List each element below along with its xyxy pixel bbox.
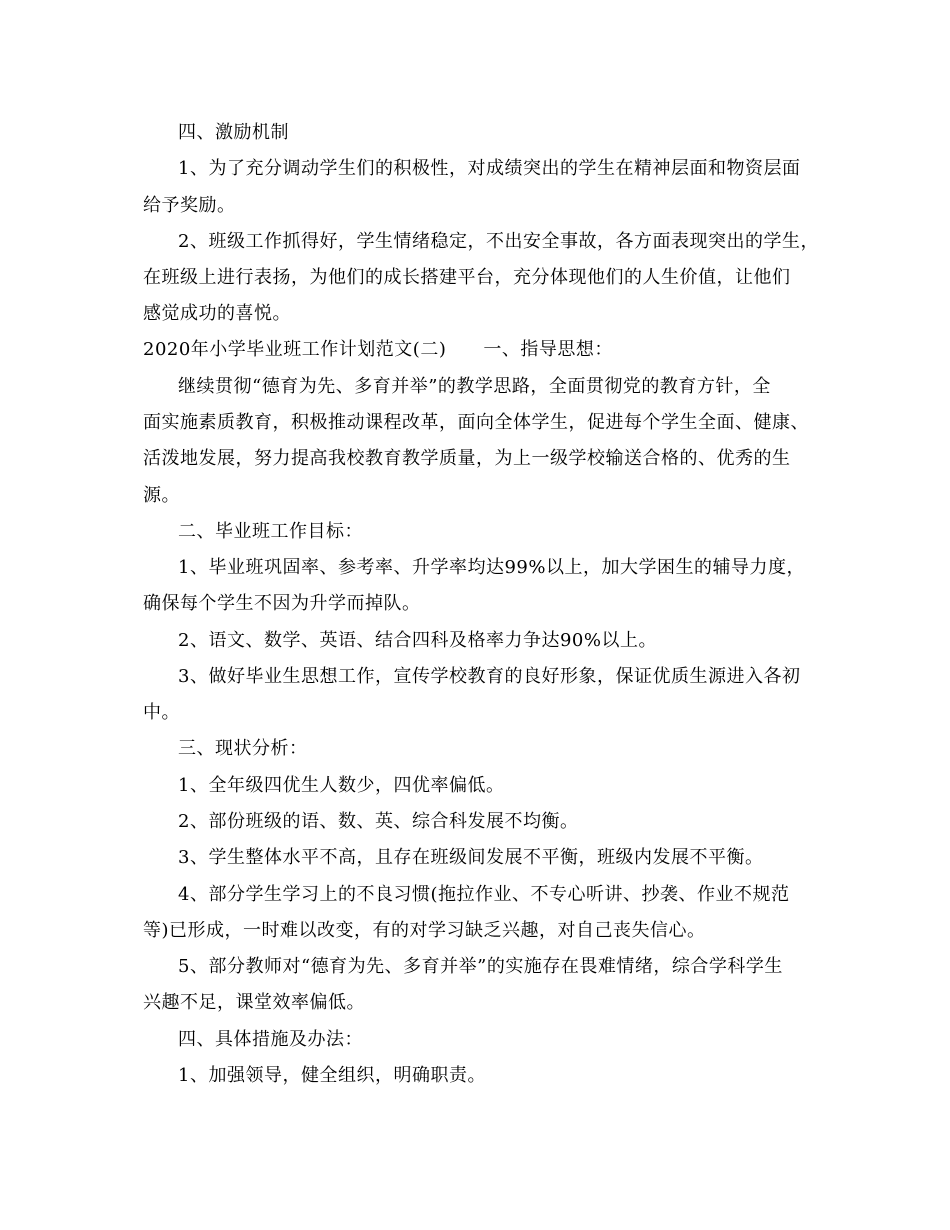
paragraph-line: 5、部分教师对“德育为先、多育并举”的实施存在畏难情绪，综合学科学生: [178, 956, 783, 977]
paragraph-line: 2、部份班级的语、数、英、综合科发展不均衡。: [178, 811, 579, 832]
paragraph-line: 3、做好毕业生思想工作，宣传学校教育的良好形象，保证优质生源进入各初: [178, 666, 801, 687]
paragraph-line: 面实施素质教育，积极推动课程改革，面向全体学生，促进每个学生全面、健康、: [143, 412, 809, 433]
paragraph-line: 兴趣不足，课堂效率偏低。: [143, 992, 365, 1013]
section-heading: 四、具体措施及办法：: [178, 1029, 363, 1050]
paragraph-line: 感觉成功的喜悦。: [143, 303, 291, 324]
paragraph-line: 1、毕业班巩固率、参考率、升学率均达99%以上，加大学困生的辅导力度，: [178, 557, 805, 578]
document-title-line: 2020年小学毕业班工作计划范文(二) 一、指导思想：: [143, 339, 613, 360]
paragraph-line: 继续贯彻“德育为先、多育并举”的教学思路，全面贯彻党的教育方针，全: [178, 376, 771, 397]
paragraph-line: 1、为了充分调动学生们的积极性，对成绩突出的学生在精神层面和物资层面: [178, 158, 801, 179]
paragraph-line: 在班级上进行表扬，为他们的成长搭建平台，充分体现他们的人生价值，让他们: [143, 267, 791, 288]
paragraph-line: 源。: [143, 485, 180, 506]
section-heading: 二、毕业班工作目标：: [178, 521, 363, 542]
section-heading: 三、现状分析：: [178, 738, 308, 759]
paragraph-line: 1、加强领导，健全组织，明确职责。: [178, 1065, 486, 1086]
paragraph-line: 1、全年级四优生人数少，四优率偏低。: [178, 775, 505, 796]
paragraph-line: 活泼地发展，努力提高我校教育教学质量，为上一级学校输送合格的、优秀的生: [143, 448, 791, 469]
section-heading: 四、激励机制: [178, 122, 289, 143]
paragraph-line: 4、部分学生学习上的不良习惯(拖拉作业、不专心听讲、抄袭、作业不规范: [178, 884, 790, 905]
paragraph-line: 等)已形成，一时难以改变，有的对学习缺乏兴趣，对自己丧失信心。: [143, 920, 706, 941]
paragraph-line: 2、语文、数学、英语、结合四科及格率力争达90%以上。: [178, 630, 657, 651]
paragraph-line: 确保每个学生不因为升学而掉队。: [143, 593, 421, 614]
paragraph-line: 2、班级工作抓得好，学生情绪稳定，不出安全事故，各方面表现突出的学生，: [178, 231, 819, 252]
paragraph-line: 3、学生整体水平不高，且存在班级间发展不平衡，班级内发展不平衡。: [178, 847, 764, 868]
paragraph-line: 中。: [143, 702, 180, 723]
paragraph-line: 给予奖励。: [143, 195, 236, 216]
